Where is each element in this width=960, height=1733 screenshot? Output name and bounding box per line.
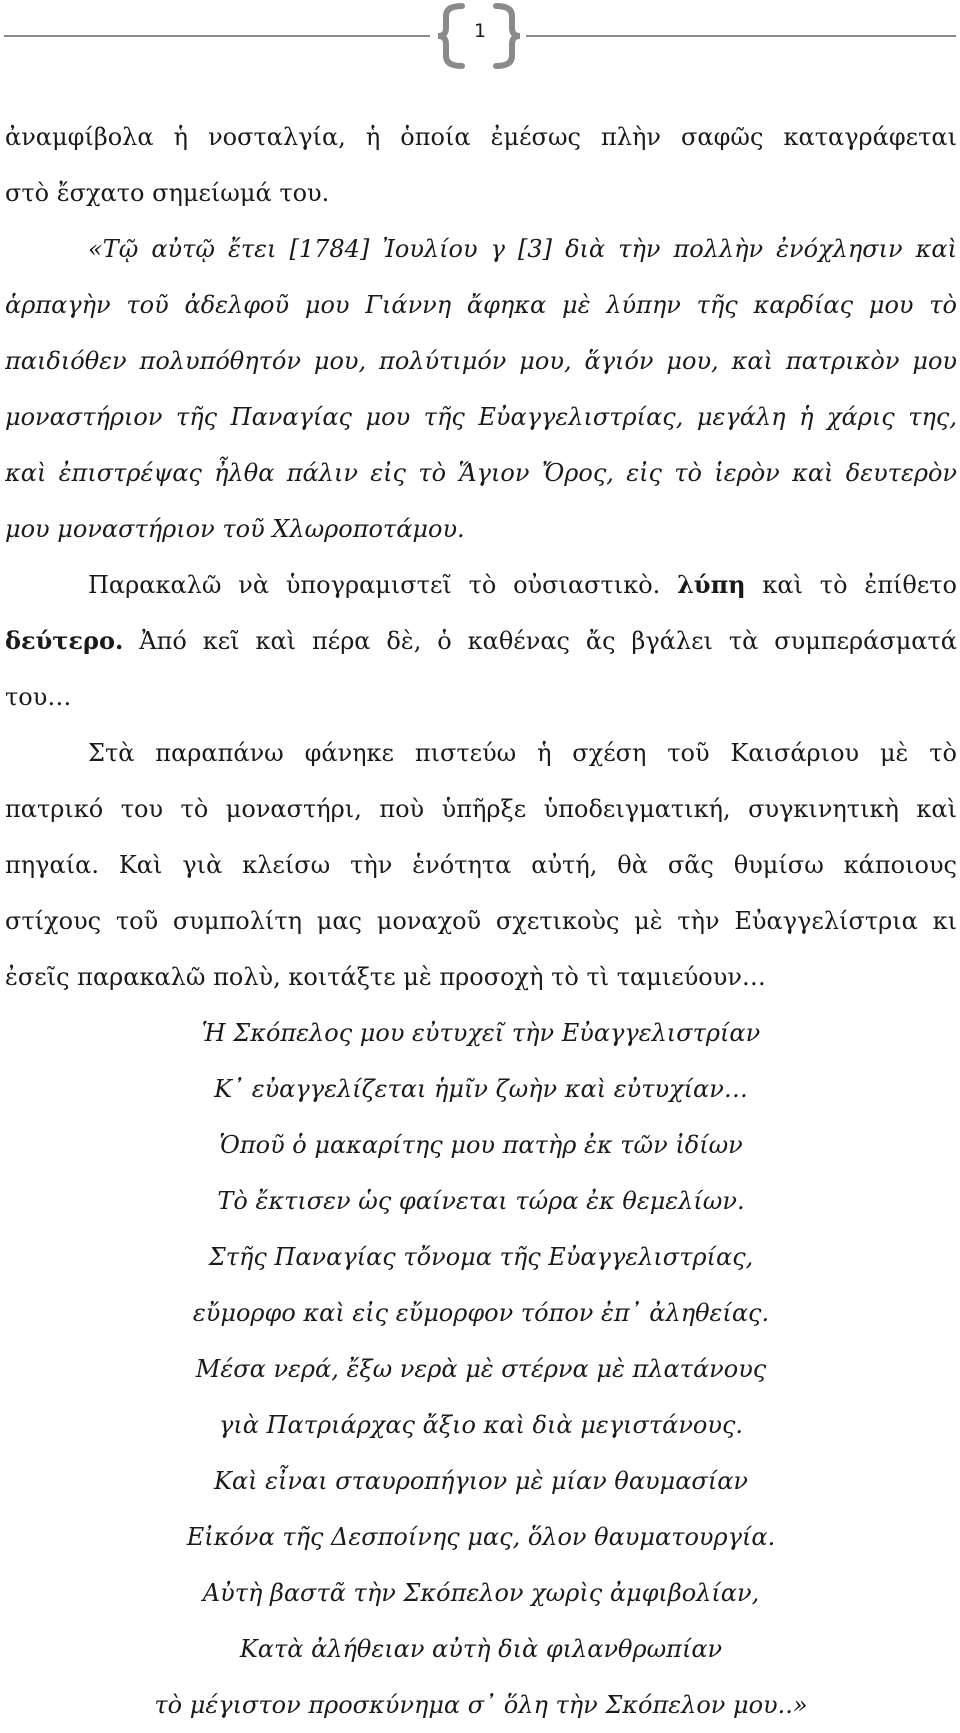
- text-fragment: Παρακαλῶ νὰ ὑπογραμιστεῖ τὸ οὐσιαστικὸ.: [88, 571, 661, 599]
- right-brace-ornament: [488, 2, 526, 70]
- quote-line: μου μοναστήριον τοῦ Χλωροποτάμου.: [5, 515, 465, 543]
- text-line: ἐσεῖς παρακαλῶ πολὺ, κοιτάξτε μὲ προσοχὴ τὸ τὶ ταμιεύουν…: [5, 963, 766, 991]
- emphasized-word: λύπη: [677, 570, 746, 599]
- quote-line: παιδιόθεν πολυπόθητόν μου, πολύτιμόν μου, ἅγιόν μου, καὶ πατρικὸν μου: [5, 347, 957, 375]
- text-line: [5, 557, 957, 613]
- poem-line: Τὸ ἔκτισεν ὡς φαίνεται τώρα ἐκ θεμελίων.: [217, 1187, 745, 1215]
- poem-line: Καὶ εἶναι σταυροπήγιον μὲ μίαν θαυμασίαν: [213, 1467, 749, 1495]
- quote-line: ἁρπαγὴν τοῦ ἀδελφοῦ μου Γιάννη ἄφηκα μὲ λύπην τῆς καρδίας μου τὸ: [5, 291, 957, 319]
- page-number: 1: [473, 20, 487, 42]
- text-line: πατρικό του τὸ μοναστήρι, ποὺ ὑπῆρξε ὑποδειγματική, συγκινητικὴ καὶ: [5, 795, 957, 823]
- quote-line: καὶ ἐπιστρέψας ἦλθα πάλιν εἰς τὸ Ἅγιον Ὄρος, εἰς τὸ ἱερὸν καὶ δευτερὸν: [5, 459, 957, 487]
- document-body: [5, 109, 957, 1733]
- page-header: [0, 0, 960, 76]
- poem-line: Εἰκόνα τῆς Δεσποίνης μας, ὅλον θαυματουργία.: [186, 1523, 776, 1551]
- poem-line: Ὁποῦ ὁ μακαρίτης μου πατὴρ ἐκ τῶν ἰδίων: [219, 1131, 743, 1159]
- text-line: ἀναμφίβολα ἡ νοσταλγία, ἡ ὁποία ἐμέσως πλὴν σαφῶς καταγράφεται: [5, 123, 957, 151]
- quote-line: «Τῷ αὐτῷ ἔτει [1784] Ἰουλίου γ [3] διὰ τὴν πολλὴν ἐνόχλησιν καὶ: [88, 235, 957, 263]
- header-rule-left: [4, 35, 430, 37]
- poem-line: εὔμορφο καὶ εἰς εὔμορφον τόπον ἐπ᾽ ἀληθείας.: [192, 1299, 770, 1327]
- text-line: στὸ ἔσχατο σημείωμά του.: [5, 179, 330, 207]
- header-rule-right: [526, 35, 956, 37]
- text-line: Στὰ παραπάνω φάνηκε πιστεύω ἡ σχέση τοῦ Καισάριου μὲ τὸ: [88, 739, 957, 767]
- text-fragment: καὶ τὸ ἐπίθετο: [762, 571, 957, 599]
- poem-line: Κ᾽ εὐαγγελίζεται ἡμῖν ζωὴν καὶ εὐτυχίαν…: [214, 1075, 748, 1103]
- poem-line: Αὐτὴ βαστᾶ τὴν Σκόπελον χωρὶς ἀμφιβολίαν,: [202, 1579, 760, 1607]
- poem-line: τὸ μέγιστον προσκύνημα σ᾽ ὅλη τὴν Σκόπελον μου..»: [154, 1691, 808, 1719]
- emphasized-word: δεύτερο.: [5, 626, 124, 655]
- text-line: του…: [5, 683, 72, 711]
- poem-line: Μέσα νερά, ἔξω νερὰ μὲ στέρνα μὲ πλατάνους: [195, 1355, 767, 1383]
- poem-line: Κατὰ ἀλήθειαν αὐτὴ διὰ φιλανθρωπίαν: [239, 1635, 723, 1663]
- text-line: πηγαία. Καὶ γιὰ κλείσω τὴν ἑνότητα αὐτή, θὰ σᾶς θυμίσω κάποιους: [5, 851, 957, 879]
- text-line: στίχους τοῦ συμπολίτη μας μοναχοῦ σχετικοὺς μὲ τὴν Εὐαγγελίστρια κι: [5, 907, 957, 935]
- text-fragment: Ἀπό κεῖ καὶ πέρα δὲ, ὁ καθένας ἄς βγάλει τὰ συμπεράσματά: [139, 627, 957, 655]
- text-line: [5, 613, 957, 669]
- poem-line: Ἡ Σκόπελος μου εὐτυχεῖ τὴν Εὐαγγελιστρίαν: [201, 1019, 761, 1047]
- quote-line: μοναστήριον τῆς Παναγίας μου τῆς Εὐαγγελιστρίας, μεγάλη ἡ χάρις της,: [5, 403, 957, 431]
- poem-line: γιὰ Πατριάρχας ἄξιο καὶ διὰ μεγιστάνους.: [218, 1411, 744, 1439]
- poem-line: Στῆς Παναγίας τὄνομα τῆς Εὐαγγελιστρίας,: [208, 1243, 754, 1271]
